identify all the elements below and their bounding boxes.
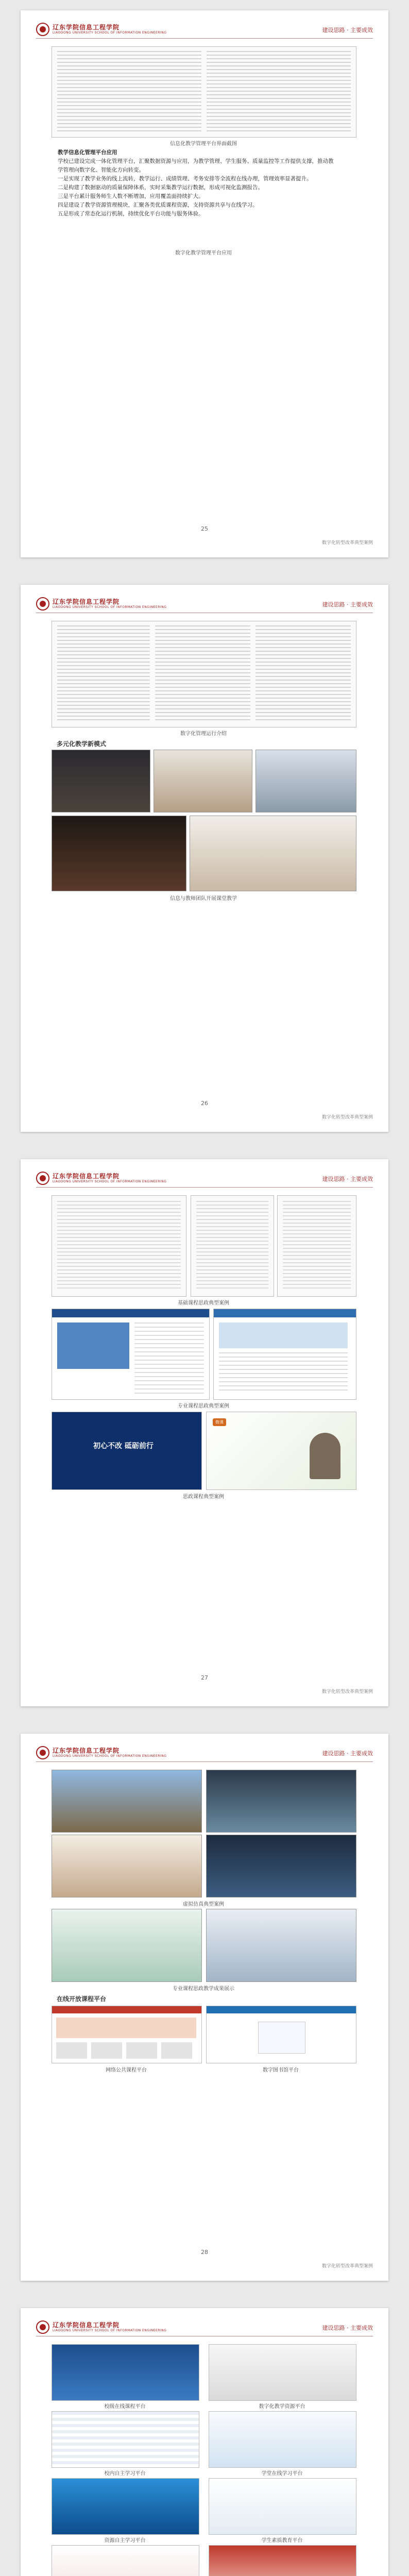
page-header (36, 595, 373, 613)
platform-caption: 校内自主学习平台 (104, 2471, 146, 2477)
website-screenshot (52, 1309, 210, 1400)
document-scan-image (277, 1195, 356, 1297)
university-name: 辽东学院信息工程学院 (53, 24, 120, 31)
page-28 (21, 1734, 388, 2281)
platform-caption: 学生素质教育平台 (261, 2538, 303, 2544)
university-logo-icon (36, 23, 49, 36)
section-title: 建设思路 · 主要成效 (322, 2325, 373, 2331)
simulation-photo (206, 1835, 356, 1897)
page-number: 28 (201, 2249, 208, 2256)
university-name-en: LIAODONG UNIVERSITY SCHOOL OF INFORMATION ENGINEERING (53, 2329, 167, 2332)
platform-screenshot (52, 2545, 199, 2576)
body-paragraph: 四是建设了教学资源管理模块，汇聚各类优质课程资源，支持资源共享与在线学习。 (58, 202, 258, 208)
section-title: 建设思路 · 主要成效 (322, 1750, 373, 1757)
platform-screenshot (52, 2478, 199, 2535)
university-logo-icon (36, 2320, 49, 2334)
section-title: 建设思路 · 主要成效 (322, 601, 373, 608)
platform-screenshot (52, 2006, 202, 2063)
section-title: 建设思路 · 主要成效 (322, 27, 373, 33)
slide-tag: 微课 (213, 1418, 226, 1426)
body-paragraph: 二是构建了数据驱动的质量保障体系，实时采集教学运行数据，形成可视化监测报告。 (58, 184, 263, 191)
platform-screenshot (52, 2411, 199, 2468)
course-screenshot (206, 1909, 356, 1982)
page-number: 27 (201, 1674, 208, 1681)
campus-photo (52, 1770, 202, 1833)
document-scan-image (52, 621, 356, 727)
caption-bottom: 信息与教师团队开展课堂教学 (170, 896, 237, 902)
section-title: 建设思路 · 主要成效 (322, 1176, 373, 1182)
document-scan-image (52, 46, 356, 138)
caption-b: 专业课程思政教学成果展示 (173, 1986, 234, 1992)
simulation-photo (206, 1770, 356, 1833)
page-25 (21, 10, 388, 557)
platform-screenshot (209, 2478, 356, 2535)
university-logo-icon (36, 597, 49, 611)
page-header (36, 21, 373, 39)
university-logo-icon (36, 1172, 49, 1185)
university-name: 辽东学院信息工程学院 (53, 598, 120, 605)
page-header (36, 1170, 373, 1188)
video-slide (206, 1412, 356, 1490)
platform-caption: 数字化教学资源平台 (259, 2404, 305, 2410)
platform-screenshot (209, 2344, 356, 2401)
slide-title: 初心不改 砥砺前行 (93, 1442, 154, 1450)
page-number: 25 (201, 526, 208, 532)
caption-a: 虚拟仿真典型案例 (183, 1902, 224, 1907)
body-paragraph: 学校已建设完成一体化管理平台，汇聚数据资源与应用，为教学管理、学生服务、质量监控等工作提供支撑，推动教学管理向数字化、智能化方向转变。 (58, 158, 334, 173)
footer-note: 数字化转型改革典型案例 (321, 540, 373, 546)
lecture-photo (154, 750, 252, 812)
document-scan-image (191, 1195, 274, 1297)
section-banner: 多元化教学新模式 (57, 740, 107, 748)
body-heading: 教学信息化管理平台应用 (58, 149, 117, 156)
university-name-en: LIAODONG UNIVERSITY SCHOOL OF INFORMATION ENGINEERING (53, 1754, 167, 1758)
platform-caption: 资源自主学习平台 (104, 2538, 146, 2544)
document-scan-image (52, 1195, 186, 1297)
platform-screenshot (52, 2344, 199, 2401)
website-screenshot (213, 1309, 356, 1400)
page-29 (21, 2308, 388, 2576)
classroom-photo (52, 750, 150, 812)
page-header (36, 1744, 373, 1762)
bottom-caption: 数字化教学管理平台应用 (175, 250, 232, 256)
footer-note: 数字化转型改革典型案例 (321, 1689, 373, 1694)
platform-screenshot (209, 2411, 356, 2468)
stage-photo (52, 816, 186, 891)
photo-caption: 信息化教学管理平台界面截图 (170, 141, 237, 147)
caption-b: 专业课程思政典型案例 (178, 1403, 229, 1409)
caption-d: 数字图书馆平台 (263, 2067, 299, 2073)
body-paragraph: 一是实现了教学业务的线上流转，教学运行、成绩管理、考务安排等全流程在线办理，管理效率显著提升。 (58, 176, 312, 182)
platform-caption: 校级在线课程平台 (104, 2404, 146, 2410)
page-26 (21, 585, 388, 1132)
footer-note: 数字化转型改革典型案例 (321, 2264, 373, 2269)
university-name: 辽东学院信息工程学院 (53, 2321, 120, 2329)
page-27 (21, 1159, 388, 1706)
body-paragraph: 三是平台累计服务师生人数不断增加，应用覆盖面持续扩大。 (58, 193, 204, 199)
page-header (36, 2318, 373, 2336)
platform-screenshot (209, 2545, 356, 2576)
caption-c: 网络公共课程平台 (106, 2067, 147, 2073)
caption-top: 数字化管理运行介绍 (180, 731, 227, 737)
platform-screenshot (206, 2006, 356, 2063)
course-screenshot (52, 1909, 202, 1982)
group-photo (190, 816, 356, 891)
seminar-photo (255, 750, 356, 812)
body-paragraph: 五是形成了常态化运行机制，持续优化平台功能与服务体验。 (58, 211, 204, 217)
university-logo-icon (36, 1746, 49, 1759)
university-name-en: LIAODONG UNIVERSITY SCHOOL OF INFORMATION ENGINEERING (53, 31, 167, 35)
page-number: 26 (201, 1100, 208, 1107)
section-banner: 在线开放课程平台 (57, 1995, 107, 2003)
university-name: 辽东学院信息工程学院 (53, 1747, 120, 1754)
simulation-photo (52, 1835, 202, 1897)
footer-note: 数字化转型改革典型案例 (321, 1115, 373, 1120)
platform-caption: 学堂在线学习平台 (261, 2471, 303, 2477)
university-name-en: LIAODONG UNIVERSITY SCHOOL OF INFORMATION ENGINEERING (53, 1180, 167, 1183)
university-name: 辽东学院信息工程学院 (53, 1173, 120, 1180)
university-name-en: LIAODONG UNIVERSITY SCHOOL OF INFORMATION ENGINEERING (53, 605, 167, 609)
caption-a: 基础课程思政典型案例 (178, 1300, 229, 1306)
body-text (58, 148, 336, 218)
caption-c: 思政课程典型案例 (183, 1494, 224, 1500)
video-slide (52, 1412, 202, 1490)
